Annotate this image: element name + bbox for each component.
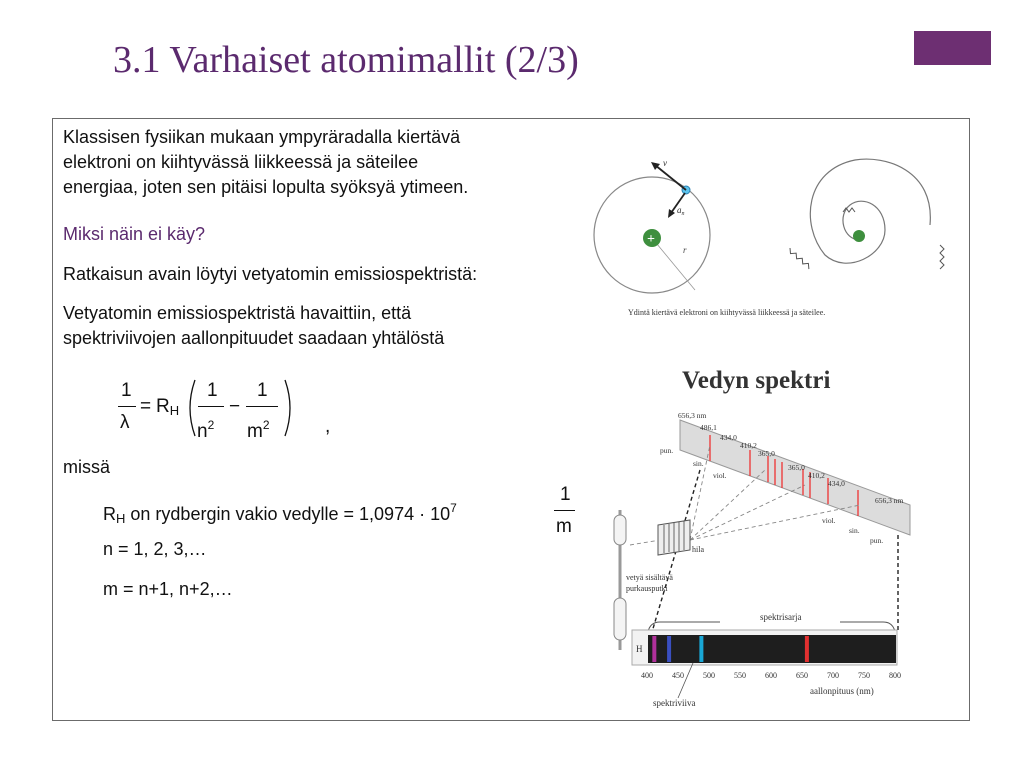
definition-rh: $R_H$ on rydbergin vakio vedylle = $1,0974 \cdot 10^7$ — [103, 501, 457, 526]
lower-label: 656,3 nm — [875, 496, 904, 505]
spectral-line-pointer — [678, 663, 693, 698]
formula-n-squared: $n^2$ — [197, 418, 215, 442]
acceleration-label: $a_n$ — [677, 205, 685, 217]
ray — [630, 540, 660, 545]
slide-title: 3.1 Varhaiset atomimallit (2/3) — [113, 39, 579, 81]
spectrum-heading: Vedyn spektri — [682, 367, 831, 394]
radius-label: r — [683, 245, 687, 255]
solution-text: Ratkaisun avain löytyi vetyatomin emissiospektristä: — [63, 264, 478, 284]
upper-label: 365,0 — [758, 449, 775, 458]
side-label-lower: pun. — [870, 536, 884, 545]
axis-tick-label: 700 — [827, 671, 839, 680]
tube-label-line: vetyä sisältävä — [626, 573, 673, 582]
rh-unit-fraction-bar — [554, 510, 575, 511]
orbit-caption: Ydintä kiertävä elektroni on kiihtyvässä liikkeessä ja säteilee. — [628, 308, 826, 317]
axis-label: aallonpituus (nm) — [810, 686, 874, 696]
upper-label: 434,0 — [720, 433, 737, 442]
intro-line: energiaa, joten sen pitäisi lopulta syöksyä ytimeen. — [63, 177, 469, 197]
formula-lambda: λ — [120, 412, 130, 433]
axis-tick-label: 800 — [889, 671, 901, 680]
formula-fraction-bar — [118, 406, 136, 407]
lower-label: 365,0 — [788, 463, 805, 472]
tube-label-line: purkausputki — [626, 584, 668, 593]
nucleus-sign: + — [647, 232, 655, 247]
formula-fraction-bar — [198, 406, 224, 407]
definition-n: n = 1, 2, 3,… — [103, 539, 207, 559]
orbit-figure — [585, 150, 960, 320]
spectral-line — [805, 636, 809, 662]
axis-tick-label: 450 — [672, 671, 684, 680]
side-label-upper: pun. — [660, 446, 674, 455]
formula-comma: , — [325, 416, 331, 437]
spectral-line — [699, 636, 703, 662]
side-label-upper: sin. — [693, 459, 704, 468]
spectrum-figure — [600, 360, 920, 710]
upper-label: 656,3 nm — [678, 411, 707, 420]
side-label-lower: viol. — [822, 516, 836, 525]
upper-label: 486,1 — [700, 423, 717, 432]
formula-fraction-bar — [246, 406, 278, 407]
spiral-path — [810, 159, 930, 263]
formula-R: $R_H$ — [156, 396, 180, 418]
axis-tick-label: 650 — [796, 671, 808, 680]
upper-label: 410,2 — [740, 441, 757, 450]
strip-label: H — [636, 644, 643, 654]
formula-numerator-1: 1 — [121, 380, 132, 401]
rh-unit-numerator: 1 — [560, 484, 571, 505]
axis-tick-label: 550 — [734, 671, 746, 680]
title-accent-block — [914, 31, 991, 65]
intro-paragraph — [63, 125, 468, 200]
formula-m-squared: $m^2$ — [247, 418, 270, 442]
radiation-wave — [787, 248, 811, 269]
series-label: spektrisarja — [760, 612, 802, 622]
axis-tick-label: 400 — [641, 671, 653, 680]
spiral-nucleus — [853, 230, 865, 242]
missa-text: missä — [63, 457, 111, 477]
formula-equals: = — [140, 396, 152, 417]
spectral-line-label: spektriviiva — [653, 698, 696, 708]
observation-paragraph — [63, 301, 444, 351]
spectral-line — [652, 636, 656, 662]
ray — [690, 470, 765, 540]
axis-tick-label: 750 — [858, 671, 870, 680]
observation-line: spektriviivojen aallonpituudet saadaan yhtälöstä — [63, 328, 445, 348]
question-text: Miksi näin ei käy? — [63, 224, 206, 244]
side-label-lower: sin. — [849, 526, 860, 535]
formula-minus: − — [229, 396, 241, 417]
ray — [690, 485, 805, 540]
velocity-label: v — [663, 158, 667, 168]
formula-numerator-3: 1 — [257, 380, 268, 401]
formula-numerator-2: 1 — [207, 380, 218, 401]
spectral-line — [667, 636, 671, 662]
axis-tick-label: 600 — [765, 671, 777, 680]
observation-line: Vetyatomin emissiospektristä havaittiin, että — [63, 303, 412, 323]
axis-ticks — [641, 671, 901, 680]
discharge-tube — [614, 510, 626, 650]
rh-unit-denominator: m — [556, 516, 572, 537]
grating-label: hila — [692, 545, 704, 554]
radius-line — [652, 238, 695, 290]
lower-label: 410,2 — [808, 471, 825, 480]
side-label-upper: viol. — [713, 471, 727, 480]
axis-tick-label: 500 — [703, 671, 715, 680]
intro-line: elektroni on kiihtyvässä liikkeessä ja säteilee — [63, 152, 419, 172]
spectrum-strip — [648, 635, 896, 663]
definition-m: m = n+1, n+2,… — [103, 579, 233, 599]
intro-line: Klassisen fysiikan mukaan ympyräradalla kiertävä — [63, 127, 461, 147]
radiation-wave — [940, 245, 944, 269]
lower-label: 434,0 — [828, 479, 845, 488]
